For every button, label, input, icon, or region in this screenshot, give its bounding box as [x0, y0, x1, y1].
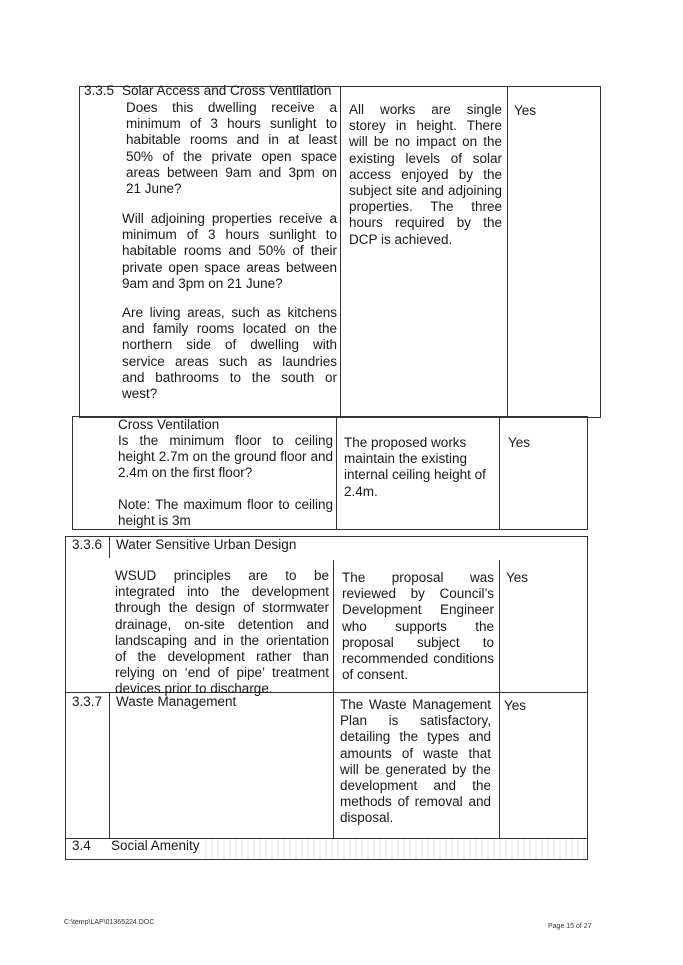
question-living-areas: Are living areas, such as kitchens and family rooms located on the northern side of dwelling with service areas such as laundries and bathrooms to the south or west? — [122, 305, 337, 402]
column-divider — [333, 692, 334, 838]
column-divider — [499, 560, 500, 838]
section-number-3-3-6: 3.3.6 — [72, 537, 103, 552]
column-divider — [333, 560, 334, 692]
column-divider — [109, 536, 110, 558]
column-divider — [340, 86, 341, 418]
section-number-3-3-5: 3.3.5 — [84, 83, 115, 98]
column-divider — [499, 416, 500, 530]
section-title-3-3-5: Solar Access and Cross Ventilation — [122, 83, 332, 98]
footer-file-path: C:\temp\LAP\01365224.DOC — [64, 919, 155, 926]
section-title-3-3-6: Water Sensitive Urban Design — [116, 537, 297, 552]
column-divider — [109, 692, 110, 838]
comment-solar-access: All works are single storey in height. There will be no impact on the existing levels of solar access enjoyed by the subject site and adjoining properties. The three hours required by the DCP is achieved. — [349, 102, 502, 247]
compliance-3-3-6: Yes — [506, 570, 529, 585]
column-divider — [336, 416, 337, 530]
question-ceiling-height: Is the minimum floor to ceiling height 2.7m on the ground floor and 2.4m on the first floor? — [118, 433, 333, 481]
comment-ceiling-height: The proposed works maintain the existing internal ceiling height of 2.4m. — [344, 435, 486, 499]
comment-waste-management: The Waste Management Plan is satisfactory, detailing the types and amounts of waste that will be generated by the development and the methods of removal and disposal. — [340, 697, 491, 826]
section-number-3-4: 3.4 — [72, 838, 91, 853]
section-title-cross-ventilation: Cross Ventilation — [118, 417, 220, 432]
section-title-3-4: Social Amenity — [111, 838, 200, 853]
section-number-3-3-7: 3.3.7 — [72, 694, 103, 709]
compliance-cross-ventilation: Yes — [508, 435, 531, 450]
note-max-ceiling-height: Note: The maximum floor to ceiling height is 3m — [118, 497, 333, 529]
compliance-3-3-7: Yes — [504, 698, 527, 713]
question-sunlight-dwelling: Does this dwelling receive a minimum of 3 hours sunlight to habitable rooms and in at least 50% of the private open space areas between 9am and 3pm on 21 June? — [126, 100, 337, 197]
section-title-3-3-7: Waste Management — [116, 694, 237, 709]
column-divider — [507, 86, 508, 418]
compliance-3-3-5: Yes — [514, 103, 537, 118]
footer-page-number: Page 15 of 27 — [548, 923, 592, 930]
comment-wsud: The proposal was reviewed by Council’s Development Engineer who supports the proposal subject to recommended conditions of consent. — [342, 570, 494, 683]
question-sunlight-adjoining: Will adjoining properties receive a minimum of 3 hours sunlight to habitable rooms and 50% of their private open space areas between 9am and 3pm on 21 June? — [122, 211, 337, 291]
wsud-description: WSUD principles are to be integrated into the development through the design of stormwater drainage, on-site detention and landscaping and in the orientation of the development rather than relying on ‘end of pipe’ treatment devices prior to discharge. — [115, 568, 329, 697]
